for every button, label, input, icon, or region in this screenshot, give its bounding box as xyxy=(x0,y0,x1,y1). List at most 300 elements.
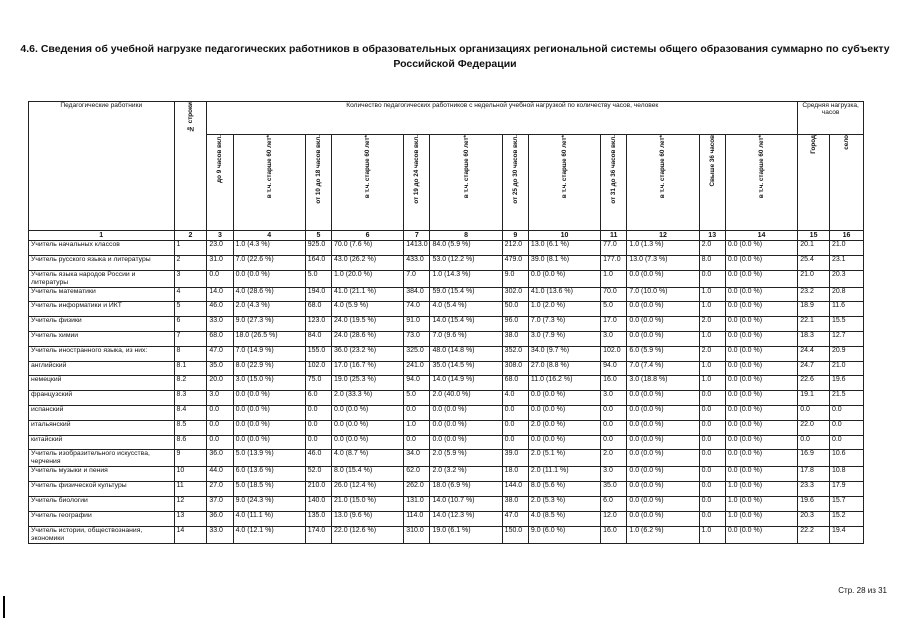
table-cell: 0.0 (0.0 %) xyxy=(528,435,600,450)
table-cell: 0.0 (0.0 %) xyxy=(233,435,305,450)
table-row xyxy=(29,511,864,526)
table-cell: 0.0 (0.0 %) xyxy=(430,405,502,420)
table-cell: 36.0 xyxy=(207,450,233,467)
column-header: в т.ч. старше 60 лет* xyxy=(627,135,699,231)
table-cell: 14.0 (12.3 %) xyxy=(430,511,502,526)
table-cell: 8.0 (5.6 %) xyxy=(528,482,600,497)
table-cell: 3.0 xyxy=(601,467,627,482)
row-label: Учитель математики xyxy=(29,287,175,302)
table-cell: 2.0 xyxy=(699,241,725,256)
table-cell: 5.0 (13.9 %) xyxy=(233,450,305,467)
table-cell: 0.0 xyxy=(305,405,331,420)
table-cell: 0.0 xyxy=(699,270,725,287)
table-cell: 0.0 xyxy=(699,405,725,420)
table-cell: 1.0 (6.2 %) xyxy=(627,526,699,543)
column-header: от 19 до 24 часов вкл. xyxy=(404,135,430,231)
table-cell: 5.0 xyxy=(404,391,430,406)
column-header: от 10 до 18 часов вкл. xyxy=(305,135,331,231)
column-header: до 9 часов вкл. xyxy=(207,135,233,231)
table-cell: 19.1 xyxy=(798,391,830,406)
table-cell: 11.0 (16.2 %) xyxy=(528,376,600,391)
table-cell: 2.0 (5.3 %) xyxy=(528,496,600,511)
row-label: китайский xyxy=(29,435,175,450)
row-label: французский xyxy=(29,391,175,406)
table-cell: 46.0 xyxy=(305,450,331,467)
table-cell: 177.0 xyxy=(601,255,627,270)
table-cell: 0.0 (0.0 %) xyxy=(725,405,797,420)
table-cell: 102.0 xyxy=(601,346,627,361)
table-cell: 68.0 xyxy=(502,376,528,391)
table-cell: 35.0 xyxy=(601,482,627,497)
table-cell: 24.0 (28.6 %) xyxy=(332,331,404,346)
table-cell: 384.0 xyxy=(404,287,430,302)
table-cell: 123.0 xyxy=(305,317,331,332)
table-cell: 308.0 xyxy=(502,361,528,376)
table-cell: 2.0 (40.0 %) xyxy=(430,391,502,406)
table-cell: 62.0 xyxy=(404,467,430,482)
table-cell: 0.0 (0.0 %) xyxy=(725,317,797,332)
table-cell: 17.0 xyxy=(601,317,627,332)
table-cell: 12.0 xyxy=(601,511,627,526)
table-cell: 5.0 xyxy=(601,302,627,317)
table-cell: 19.6 xyxy=(798,496,830,511)
column-number: 6 xyxy=(332,231,404,241)
table-cell: 4.0 (5.9 %) xyxy=(332,302,404,317)
column-number: 11 xyxy=(601,231,627,241)
row-label: Учитель физической культуры xyxy=(29,482,175,497)
table-cell: 0.0 (0.0 %) xyxy=(725,287,797,302)
table-cell: 2.0 (33.3 %) xyxy=(332,391,404,406)
table-cell: 1.0 (20.0 %) xyxy=(332,270,404,287)
table-cell: 0.0 xyxy=(601,405,627,420)
row-line-number: 7 xyxy=(174,331,207,346)
table-cell: 0.0 (0.0 %) xyxy=(627,435,699,450)
table-cell: 8.0 (15.4 %) xyxy=(332,467,404,482)
table-cell: 4.0 (11.1 %) xyxy=(233,511,305,526)
table-body xyxy=(29,241,864,544)
table-cell: 8.0 (22.9 %) xyxy=(233,361,305,376)
row-label: Учитель информатики и ИКТ xyxy=(29,302,175,317)
column-number: 2 xyxy=(174,231,207,241)
table-cell: 0.0 xyxy=(601,435,627,450)
table-cell: 0.0 xyxy=(502,435,528,450)
table-cell: 15.7 xyxy=(829,496,863,511)
table-cell: 27.0 xyxy=(207,482,233,497)
table-cell: 20.0 xyxy=(207,376,233,391)
column-number: 12 xyxy=(627,231,699,241)
table-cell: 1.0 xyxy=(601,270,627,287)
row-label: итальянский xyxy=(29,420,175,435)
table-cell: 241.0 xyxy=(404,361,430,376)
table-cell: 16.0 xyxy=(601,526,627,543)
table-cell: 5.0 (18.5 %) xyxy=(233,482,305,497)
column-number: 7 xyxy=(404,231,430,241)
table-cell: 22.0 xyxy=(798,420,830,435)
table-cell: 11.6 xyxy=(829,302,863,317)
table-cell: 0.0 xyxy=(699,435,725,450)
table-cell: 0.0 (0.0 %) xyxy=(627,450,699,467)
table-cell: 0.0 xyxy=(207,270,233,287)
table-cell: 7.0 (22.6 %) xyxy=(233,255,305,270)
header-line-no: № строки xyxy=(174,102,207,231)
table-cell: 27.0 (8.8 %) xyxy=(528,361,600,376)
table-cell: 1.0 (0.0 %) xyxy=(725,496,797,511)
table-cell: 0.0 (0.0 %) xyxy=(528,270,600,287)
table-cell: 262.0 xyxy=(404,482,430,497)
column-number: 14 xyxy=(725,231,797,241)
table-cell: 43.0 (26.2 %) xyxy=(332,255,404,270)
table-cell: 0.0 (0.0 %) xyxy=(627,391,699,406)
table-row xyxy=(29,482,864,497)
table-cell: 4.0 (5.4 %) xyxy=(430,302,502,317)
table-cell: 53.0 (12.2 %) xyxy=(430,255,502,270)
table-cell: 140.0 xyxy=(305,496,331,511)
table-cell: 16.9 xyxy=(798,450,830,467)
table-cell: 0.0 (0.0 %) xyxy=(725,435,797,450)
column-header: село xyxy=(829,135,863,231)
column-number: 4 xyxy=(233,231,305,241)
table-cell: 2.0 xyxy=(601,450,627,467)
table-cell: 1.0 xyxy=(699,526,725,543)
page-number: Стр. 28 из 31 xyxy=(838,586,887,595)
table-cell: 7.0 (9.6 %) xyxy=(430,331,502,346)
table-row xyxy=(29,302,864,317)
table-cell: 19.0 (6.1 %) xyxy=(430,526,502,543)
row-line-number: 10 xyxy=(174,467,207,482)
table-cell: 479.0 xyxy=(502,255,528,270)
table-cell: 23.1 xyxy=(829,255,863,270)
table-cell: 20.9 xyxy=(829,346,863,361)
row-line-number: 2 xyxy=(174,255,207,270)
row-label: Учитель биологии xyxy=(29,496,175,511)
table-cell: 0.0 (0.0 %) xyxy=(725,526,797,543)
table-cell: 15.2 xyxy=(829,511,863,526)
row-label: немецкий xyxy=(29,376,175,391)
table-cell: 0.0 (0.0 %) xyxy=(233,420,305,435)
table-cell: 10.8 xyxy=(829,467,863,482)
table-cell: 0.0 (0.0 %) xyxy=(725,450,797,467)
table-cell: 23.2 xyxy=(798,287,830,302)
header-avg: Средняя нагрузка, часов xyxy=(798,102,864,135)
table-cell: 41.0 (21.1 %) xyxy=(332,287,404,302)
table-cell: 9.0 xyxy=(502,270,528,287)
table-cell: 38.0 xyxy=(502,331,528,346)
table-cell: 7.0 xyxy=(404,270,430,287)
table-cell: 1.0 (14.3 %) xyxy=(430,270,502,287)
table-cell: 39.0 xyxy=(502,450,528,467)
table-row xyxy=(29,376,864,391)
table-cell: 1.0 (1.3 %) xyxy=(627,241,699,256)
table-cell: 0.0 (0.0 %) xyxy=(725,302,797,317)
column-header: в т.ч. старше 60 лет* xyxy=(725,135,797,231)
table-cell: 9.0 (24.3 %) xyxy=(233,496,305,511)
column-header: Город xyxy=(798,135,830,231)
row-label: Учитель русского языка и литературы xyxy=(29,255,175,270)
table-cell: 20.3 xyxy=(798,511,830,526)
table-cell: 1.0 xyxy=(699,376,725,391)
column-header: в т.ч. старше 60 лет* xyxy=(528,135,600,231)
table-cell: 0.0 xyxy=(699,482,725,497)
table-cell: 4.0 (8.5 %) xyxy=(528,511,600,526)
table-cell: 47.0 xyxy=(502,511,528,526)
table-cell: 0.0 (0.0 %) xyxy=(627,482,699,497)
column-number: 15 xyxy=(798,231,830,241)
table-cell: 0.0 (0.0 %) xyxy=(725,361,797,376)
table-cell: 0.0 (0.0 %) xyxy=(725,331,797,346)
table-cell: 17.0 (16.7 %) xyxy=(332,361,404,376)
table-cell: 48.0 (14.8 %) xyxy=(430,346,502,361)
table-cell: 1.0 (0.0 %) xyxy=(725,511,797,526)
table-cell: 37.0 xyxy=(207,496,233,511)
table-cell: 0.0 xyxy=(829,405,863,420)
table-cell: 21.0 xyxy=(829,241,863,256)
table-cell: 194.0 xyxy=(305,287,331,302)
table-cell: 102.0 xyxy=(305,361,331,376)
table-row xyxy=(29,420,864,435)
table-cell: 0.0 (0.0 %) xyxy=(233,391,305,406)
table-cell: 35.0 xyxy=(207,361,233,376)
column-header: в т.ч. старше 60 лет* xyxy=(332,135,404,231)
table-cell: 34.0 xyxy=(404,450,430,467)
table-cell: 2.0 (11.1 %) xyxy=(528,467,600,482)
table-cell: 91.0 xyxy=(404,317,430,332)
table-cell: 7.0 (14.9 %) xyxy=(233,346,305,361)
row-line-number: 1 xyxy=(174,241,207,256)
table-cell: 19.4 xyxy=(829,526,863,543)
table-cell: 0.0 (0.0 %) xyxy=(233,270,305,287)
table-cell: 7.0 (7.3 %) xyxy=(528,317,600,332)
table-cell: 0.0 (0.0 %) xyxy=(725,467,797,482)
table-cell: 0.0 xyxy=(829,420,863,435)
row-line-number: 5 xyxy=(174,302,207,317)
table-cell: 0.0 (0.0 %) xyxy=(430,420,502,435)
table-cell: 21.0 xyxy=(829,361,863,376)
table-row xyxy=(29,287,864,302)
table-cell: 5.0 xyxy=(305,270,331,287)
table-row xyxy=(29,270,864,287)
row-label: Учитель химии xyxy=(29,331,175,346)
table-cell: 2.0 (3.2 %) xyxy=(430,467,502,482)
row-label: Учитель иностранного языка, из них: xyxy=(29,346,175,361)
table-cell: 352.0 xyxy=(502,346,528,361)
table-cell: 2.0 (0.0 %) xyxy=(528,420,600,435)
table-cell: 9.0 (27.3 %) xyxy=(233,317,305,332)
table-cell: 4.0 xyxy=(502,391,528,406)
table-cell: 20.3 xyxy=(829,270,863,287)
table-cell: 0.0 xyxy=(404,435,430,450)
table-cell: 19.6 xyxy=(829,376,863,391)
table-cell: 1.0 xyxy=(699,302,725,317)
row-label: Учитель языка народов России и литературы xyxy=(29,270,175,287)
table-cell: 4.0 (8.7 %) xyxy=(332,450,404,467)
table-cell: 114.0 xyxy=(404,511,430,526)
table-cell: 155.0 xyxy=(305,346,331,361)
table-cell: 7.0 (10.0 %) xyxy=(627,287,699,302)
table-cell: 0.0 xyxy=(207,435,233,450)
table-cell: 1.0 xyxy=(404,420,430,435)
column-number: 10 xyxy=(528,231,600,241)
row-line-number: 8.2 xyxy=(174,376,207,391)
table-cell: 17.8 xyxy=(798,467,830,482)
table-cell: 20.1 xyxy=(798,241,830,256)
table-cell: 34.0 (9.7 %) xyxy=(528,346,600,361)
header-row-top xyxy=(29,102,864,135)
table-cell: 1.0 xyxy=(699,287,725,302)
table-cell: 0.0 (0.0 %) xyxy=(725,241,797,256)
header-workers: Педагогические работники xyxy=(29,102,175,231)
column-header: Свыше 36 часов xyxy=(699,135,725,231)
table-row xyxy=(29,241,864,256)
table-cell: 24.4 xyxy=(798,346,830,361)
table-cell: 18.0 (26.5 %) xyxy=(233,331,305,346)
table-cell: 0.0 (0.0 %) xyxy=(725,270,797,287)
margin-mark xyxy=(3,596,5,618)
table-cell: 13.0 (6.1 %) xyxy=(528,241,600,256)
column-header: от 31 до 36 часов вкл. xyxy=(601,135,627,231)
table-cell: 3.0 xyxy=(207,391,233,406)
table-cell: 31.0 xyxy=(207,255,233,270)
row-line-number: 13 xyxy=(174,511,207,526)
table-cell: 50.0 xyxy=(502,302,528,317)
table-cell: 12.7 xyxy=(829,331,863,346)
table-cell: 2.0 (5.1 %) xyxy=(528,450,600,467)
table-cell: 2.0 xyxy=(699,317,725,332)
table-cell: 0.0 (0.0 %) xyxy=(332,405,404,420)
column-header: в т.ч. старше 60 лет* xyxy=(233,135,305,231)
row-line-number: 9 xyxy=(174,450,207,467)
table-cell: 0.0 (0.0 %) xyxy=(725,420,797,435)
header-row-numbers xyxy=(29,231,864,241)
table-cell: 22.6 xyxy=(798,376,830,391)
table-cell: 38.0 xyxy=(502,496,528,511)
table-cell: 0.0 xyxy=(502,405,528,420)
table-cell: 22.0 (12.6 %) xyxy=(332,526,404,543)
table-cell: 0.0 (0.0 %) xyxy=(725,376,797,391)
table-cell: 310.0 xyxy=(404,526,430,543)
table-row xyxy=(29,391,864,406)
table-row xyxy=(29,331,864,346)
column-number: 1 xyxy=(29,231,175,241)
table-cell: 14.0 (14.9 %) xyxy=(430,376,502,391)
table-cell: 8.0 xyxy=(699,255,725,270)
table-cell: 15.5 xyxy=(829,317,863,332)
table-row xyxy=(29,526,864,543)
table-cell: 68.0 xyxy=(305,302,331,317)
table-cell: 44.0 xyxy=(207,467,233,482)
table-cell: 17.9 xyxy=(829,482,863,497)
table-cell: 47.0 xyxy=(207,346,233,361)
table-row xyxy=(29,361,864,376)
table-cell: 131.0 xyxy=(404,496,430,511)
table-cell: 26.0 (12.4 %) xyxy=(332,482,404,497)
table-cell: 3.0 (18.8 %) xyxy=(627,376,699,391)
row-label: Учитель географии xyxy=(29,511,175,526)
table-cell: 0.0 (0.0 %) xyxy=(627,420,699,435)
table-cell: 33.0 xyxy=(207,317,233,332)
row-label: Учитель изобразительного искусства, черчения xyxy=(29,450,175,467)
table-cell: 36.0 xyxy=(207,511,233,526)
table-cell: 70.0 (7.6 %) xyxy=(332,241,404,256)
table-cell: 68.0 xyxy=(207,331,233,346)
row-label: Учитель музыки и пения xyxy=(29,467,175,482)
row-label: Учитель физики xyxy=(29,317,175,332)
table-cell: 0.0 xyxy=(207,405,233,420)
table-cell: 0.0 xyxy=(699,391,725,406)
table-cell: 22.1 xyxy=(798,317,830,332)
header-group: Количество педагогических работников с недельной учебной нагрузкой по количеству часов, человек xyxy=(207,102,798,135)
table-cell: 2.0 (4.3 %) xyxy=(233,302,305,317)
table-cell: 3.0 xyxy=(601,391,627,406)
column-number: 13 xyxy=(699,231,725,241)
column-number: 16 xyxy=(829,231,863,241)
table-cell: 144.0 xyxy=(502,482,528,497)
table-cell: 9.0 (6.0 %) xyxy=(528,526,600,543)
table-cell: 84.0 xyxy=(305,331,331,346)
table-cell: 18.9 xyxy=(798,302,830,317)
row-line-number: 8.5 xyxy=(174,420,207,435)
table-cell: 96.0 xyxy=(502,317,528,332)
table-row xyxy=(29,496,864,511)
table-cell: 35.0 (14.5 %) xyxy=(430,361,502,376)
table-cell: 1.0 (2.0 %) xyxy=(528,302,600,317)
table-cell: 3.0 (7.9 %) xyxy=(528,331,600,346)
table-cell: 1.0 xyxy=(699,361,725,376)
table-cell: 77.0 xyxy=(601,241,627,256)
table-row xyxy=(29,467,864,482)
table-cell: 0.0 (0.0 %) xyxy=(528,405,600,420)
column-number: 3 xyxy=(207,231,233,241)
table-cell: 0.0 (0.0 %) xyxy=(725,391,797,406)
table-cell: 302.0 xyxy=(502,287,528,302)
table-cell: 0.0 (0.0 %) xyxy=(332,435,404,450)
table-cell: 150.0 xyxy=(502,526,528,543)
table-cell: 18.0 xyxy=(502,467,528,482)
table-cell: 0.0 (0.0 %) xyxy=(627,405,699,420)
table-cell: 7.0 (7.4 %) xyxy=(627,361,699,376)
table-cell: 135.0 xyxy=(305,511,331,526)
table-cell: 59.0 (15.4 %) xyxy=(430,287,502,302)
table-cell: 0.0 xyxy=(601,420,627,435)
table-cell: 20.8 xyxy=(829,287,863,302)
table-cell: 3.0 xyxy=(601,331,627,346)
table-cell: 0.0 (0.0 %) xyxy=(627,331,699,346)
table-row xyxy=(29,435,864,450)
table-cell: 0.0 xyxy=(829,435,863,450)
table-cell: 0.0 xyxy=(305,435,331,450)
table-cell: 0.0 xyxy=(699,496,725,511)
table-row xyxy=(29,450,864,467)
table-cell: 0.0 xyxy=(699,420,725,435)
table-cell: 0.0 (0.0 %) xyxy=(233,405,305,420)
table-cell: 0.0 xyxy=(305,420,331,435)
table-row xyxy=(29,255,864,270)
table-cell: 6.0 xyxy=(601,496,627,511)
table-cell: 23.3 xyxy=(798,482,830,497)
table-cell: 39.0 (8.1 %) xyxy=(528,255,600,270)
row-line-number: 8.4 xyxy=(174,405,207,420)
table-cell: 36.0 (23.2 %) xyxy=(332,346,404,361)
column-header: от 25 до 30 часов вкл. xyxy=(502,135,528,231)
row-label: испанский xyxy=(29,405,175,420)
table-cell: 14.0 (10.7 %) xyxy=(430,496,502,511)
table-cell: 14.0 (15.4 %) xyxy=(430,317,502,332)
row-line-number: 8.3 xyxy=(174,391,207,406)
table-cell: 75.0 xyxy=(305,376,331,391)
table-cell: 3.0 (15.0 %) xyxy=(233,376,305,391)
table-cell: 84.0 (5.9 %) xyxy=(430,241,502,256)
table-cell: 21.0 xyxy=(798,270,830,287)
table-cell: 0.0 (0.0 %) xyxy=(627,302,699,317)
